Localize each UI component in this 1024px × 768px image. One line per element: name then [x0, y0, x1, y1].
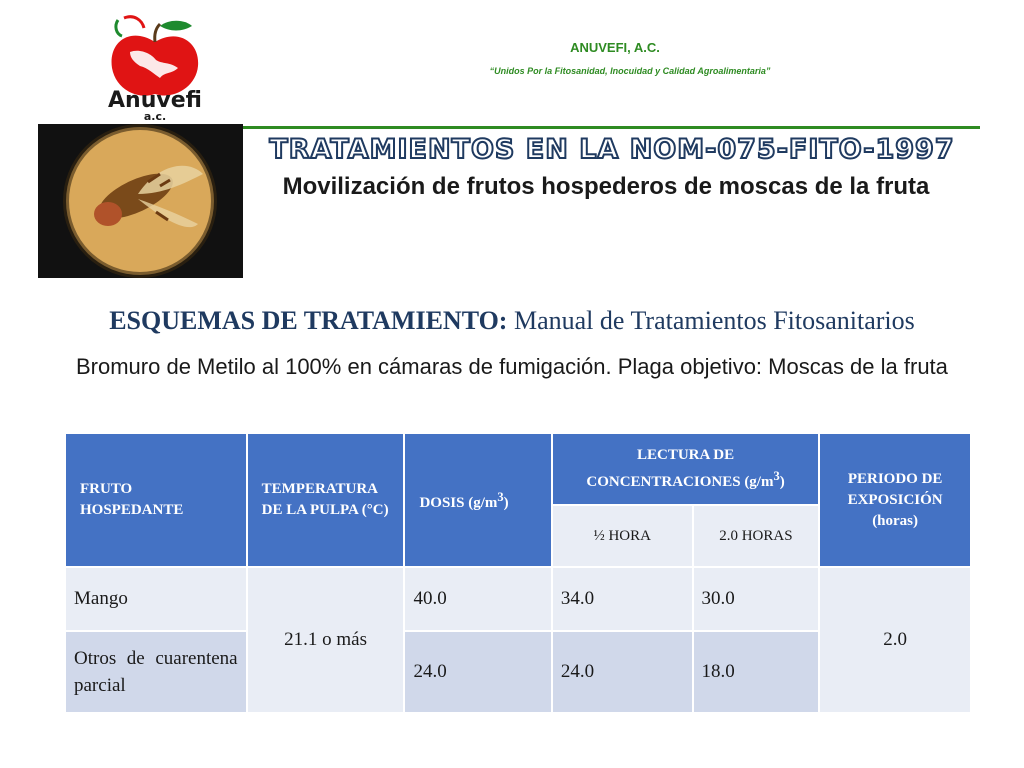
cell-dose: 24.0 — [404, 631, 551, 713]
table-row — [65, 567, 971, 631]
cell-fruit: Mango — [65, 567, 247, 631]
header-readings-text: LECTURA DE CONCENTRACIONES (g/m — [586, 447, 774, 490]
main-title: TRATAMIENTOS EN LA NOM-075-FITO-1997 — [269, 134, 955, 165]
logo-text: Anuvefi — [108, 88, 202, 113]
header-period: PERIODO DE EXPOSICIÓN (horas) — [819, 433, 971, 567]
header-temperature: TEMPERATURA DE LA PULPA (°C) — [247, 433, 405, 567]
treatment-description: Bromuro de Metilo al 100% en cámaras de fumigación. Plaga objetivo: Moscas de la fruta — [76, 354, 948, 379]
cell-fruit: Otros de cuarentena parcial — [65, 631, 247, 713]
cell-temperature: 21.1 o más — [247, 567, 405, 713]
header-dose-sup: 3 — [497, 489, 504, 504]
fruit-fly-photo — [38, 124, 243, 278]
logo-subtext: a.c. — [143, 110, 167, 123]
header-readings — [552, 433, 819, 505]
header-readings-sup: 3 — [773, 469, 780, 483]
cell-half-hour: 34.0 — [552, 567, 693, 631]
section-heading-bold: ESQUEMAS DE TRATAMIENTO: — [109, 306, 508, 335]
header-dose-text: DOSIS (g/m — [419, 494, 498, 511]
cell-two-hours: 18.0 — [693, 631, 820, 713]
subtitle: Movilización de frutos hospederos de moscas de la fruta — [282, 173, 930, 200]
header-dose-end: ) — [503, 494, 509, 511]
header-dose — [404, 433, 551, 567]
header-two-hours: 2.0 HORAS — [693, 505, 820, 567]
header-readings-end: ) — [779, 474, 785, 490]
header-fruit: FRUTO HOSPEDANTE — [65, 433, 247, 567]
cell-dose: 40.0 — [404, 567, 551, 631]
header-half-hour: ½ HORA — [552, 505, 693, 567]
header-divider — [240, 126, 980, 129]
section-heading-rest: Manual de Tratamientos Fitosanitarios — [507, 306, 915, 335]
cell-two-hours: 30.0 — [693, 567, 820, 631]
cell-half-hour: 24.0 — [552, 631, 693, 713]
organization-slogan: “Unidos Por la Fitosanidad, Inocuidad y Calidad Agroalimentaria” — [489, 66, 771, 76]
cell-period: 2.0 — [819, 567, 971, 713]
organization-name: ANUVEFI, A.C. — [570, 40, 660, 55]
section-heading — [30, 306, 994, 336]
treatment-table — [64, 432, 972, 714]
